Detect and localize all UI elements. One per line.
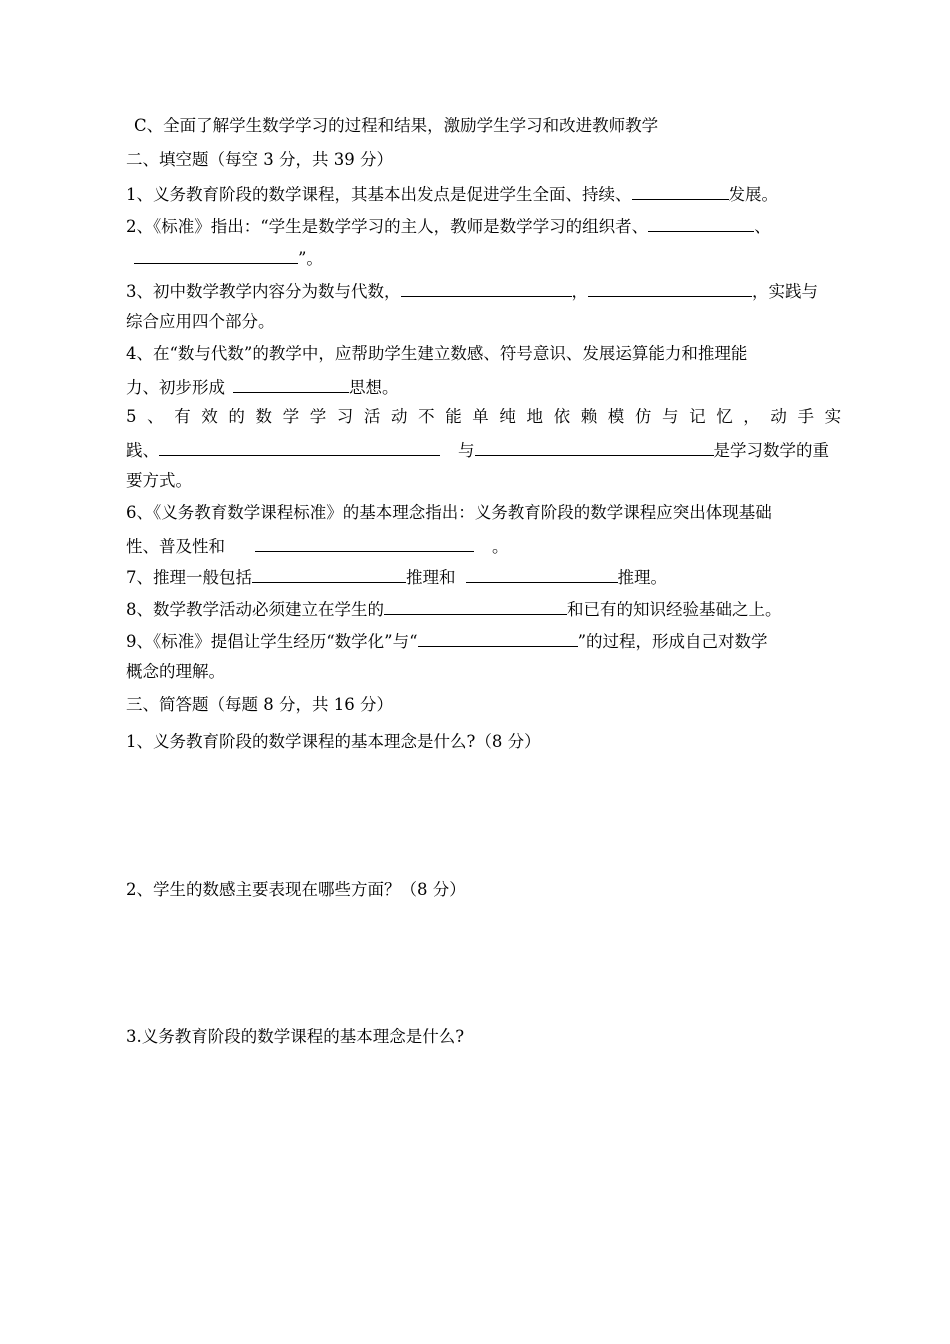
question-4-cont: 力、初步形成 思想。: [126, 374, 399, 400]
answer-blank[interactable]: [648, 213, 754, 232]
answer-blank[interactable]: [252, 564, 406, 583]
answer-blank[interactable]: [418, 628, 578, 647]
question-4: 4、在“数与代数”的教学中，应帮助学生建立数感、符号意识、发展运算能力和推理能: [126, 344, 748, 363]
short-answer-3: 3.义务教育阶段的数学课程的基本理念是什么?: [126, 1027, 465, 1046]
question-9-cont: 概念的理解。: [126, 662, 225, 681]
question-6-cont: 性、普及性和 。: [126, 533, 509, 559]
answer-blank[interactable]: [233, 374, 349, 393]
question-1: 1、义务教育阶段的数学课程，其基本出发点是促进学生全面、持续、 发展。: [126, 181, 778, 207]
answer-blank[interactable]: [159, 437, 440, 456]
question-3: 3、初中数学教学内容分为数与代数， ， ，实践与: [126, 278, 818, 304]
answer-blank[interactable]: [384, 596, 567, 615]
answer-blank[interactable]: [632, 181, 729, 200]
answer-blank[interactable]: [466, 564, 618, 583]
option-c: C、全面了解学生数学学习的过程和结果，激励学生学习和改进教师教学: [134, 116, 659, 135]
question-7: 7、推理一般包括 推理和 推理。: [126, 564, 667, 590]
section-3-title: 三、简答题（每题 8 分，共 16 分）: [126, 695, 393, 714]
question-6: 6、《义务教育数学课程标准》的基本理念指出：义务教育阶段的数学课程应突出体现基础: [126, 503, 772, 522]
question-3-cont: 综合应用四个部分。: [126, 312, 275, 331]
section-2-title: 二、填空题（每空 3 分，共 39 分）: [126, 150, 393, 169]
answer-blank[interactable]: [255, 533, 474, 552]
question-5-end: 要方式。: [126, 471, 192, 490]
short-answer-2: 2、学生的数感主要表现在哪些方面？（8 分）: [126, 880, 466, 899]
question-8: 8、数学教学活动必须建立在学生的 和已有的知识经验基础之上。: [126, 596, 782, 622]
question-2: 2、《标准》指出：“学生是数学学习的主人，教师是数学学习的组织者、 、: [126, 213, 771, 239]
short-answer-1: 1、义务教育阶段的数学课程的基本理念是什么?（8 分）: [126, 732, 541, 751]
answer-blank[interactable]: [475, 437, 714, 456]
question-5: 5、有效的数学学习活动不能单纯地依赖模仿与记忆，动手实: [126, 407, 852, 426]
answer-blank[interactable]: [588, 278, 752, 297]
question-2-cont: ”。: [134, 245, 323, 271]
answer-blank[interactable]: [401, 278, 572, 297]
question-9: 9、《标准》提倡让学生经历“数学化”与“ ”的过程，形成自己对数学: [126, 628, 768, 654]
question-5-cont: 践、 与 是学习数学的重: [126, 437, 829, 463]
answer-blank[interactable]: [134, 245, 298, 264]
